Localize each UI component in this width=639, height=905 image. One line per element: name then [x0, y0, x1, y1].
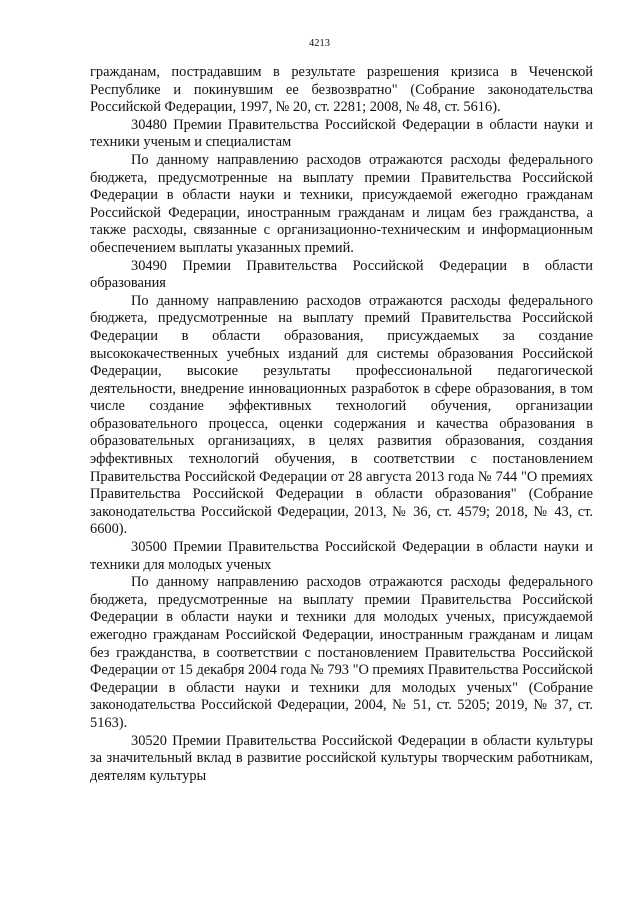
document-body	[90, 64, 593, 785]
section-heading-30520: 30520 Премии Правительства Российской Федерации в области культуры за значительный вклад в развитие российской культуры творческим работникам, деятелям культуры	[90, 732, 593, 784]
page-number: 4213	[309, 38, 330, 49]
section-heading-30490: 30490 Премии Правительства Российской Федерации в области образования	[90, 257, 593, 292]
section-heading-30480: 30480 Премии Правительства Российской Федерации в области науки и техники ученым и специалистам	[90, 116, 593, 151]
paragraph-continuation: гражданам, пострадавшим в результате разрешения кризиса в Чеченской Республике и покинувшим ее безвозвратно" (Собрание законодательства Российской Федерации, 1997, № 20, ст. 2281; 2008, № 48, ст. 5616).	[90, 64, 593, 116]
paragraph-30490-description: По данному направлению расходов отражаются расходы федерального бюджета, предусмотренные на выплату премий Правительства Российской Федерации в области образования, присуждаемых за создание высококачественных учебных изданий для системы образования Российской Федерации, высокие результаты профессиональной педагогической деятельности, внедрение инновационных разработок в сфере образования, в том числе создание эффективных технологий обучения, организации образовательного процесса, оценки содержания и качества образования в образовательных организациях, в целях развития образования, создания эффективных технологий обучения, в соответствии с постановлением Правительства Российской Федерации от 28 августа 2013 года № 744 "О премиях Правительства Российской Федерации в области образования" (Собрание законодательства Российской Федерации, 2013, № 36, ст. 4579; 2018, № 43, ст. 6600).	[90, 292, 593, 538]
paragraph-30500-description: По данному направлению расходов отражаются расходы федерального бюджета, предусмотренные на выплату премии Правительства Российской Федерации в области науки и техники для молодых ученых, присуждаемой ежегодно гражданам Российской Федерации, иностранным гражданам и лицам без гражданства, в соответствии с постановлением Правительства Российской Федерации от 15 декабря 2004 года № 793 "О премиях Правительства Российской Федерации в области науки и техники для молодых ученых" (Собрание законодательства Российской Федерации, 2004, № 51, ст. 5205; 2019, № 37, ст. 5163).	[90, 574, 594, 731]
paragraph-30480-description: По данному направлению расходов отражаются расходы федерального бюджета, предусмотренные на выплату премии Правительства Российской Федерации в области науки и техники, присуждаемой ежегодно гражданам Российской Федерации, иностранным гражданам и лицам без гражданства, а также расходы, связанные с организационно-техническим и информационным обеспечением выплаты указанных премий.	[90, 151, 593, 256]
section-heading-30500: 30500 Премии Правительства Российской Федерации в области науки и техники для молодых ученых	[90, 539, 593, 573]
